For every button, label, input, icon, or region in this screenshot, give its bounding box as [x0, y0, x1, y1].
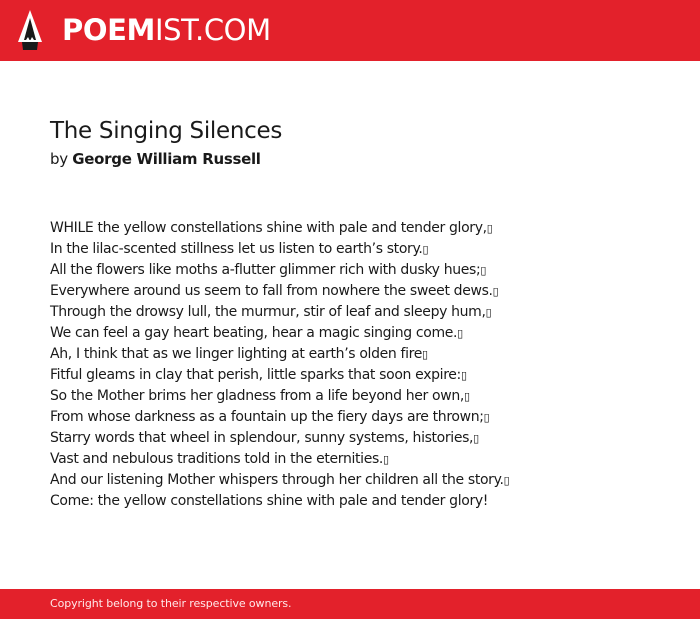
poem-line-text: All the flowers like moths a-flutter glimmer rich with dusky hues; [50, 262, 481, 278]
poem-line [50, 491, 509, 512]
poem-line-text: WHILE the yellow constellations shine with pale and tender glory, [50, 220, 487, 236]
line-break-glyph: ▯ [503, 474, 510, 487]
poem-line-text: Fitful gleams in clay that perish, little sparks that soon expire: [50, 367, 461, 383]
line-break-glyph: ▯ [463, 390, 470, 403]
site-header [0, 0, 700, 61]
line-break-glyph: ▯ [486, 222, 493, 235]
poem-line [50, 365, 509, 386]
poem-line [50, 428, 509, 449]
poem-line-text: From whose darkness as a fountain up the fiery days are thrown; [50, 409, 484, 425]
poem-line [50, 239, 509, 260]
poem-title: The Singing Silences [50, 118, 283, 144]
line-break-glyph: ▯ [422, 348, 428, 361]
line-break-glyph: ▯ [422, 243, 429, 256]
poem-line-text: So the Mother brims her gladness from a life beyond her own, [50, 388, 464, 404]
by-label: by [50, 150, 68, 168]
line-break-glyph: ▯ [485, 306, 492, 319]
poem-line [50, 323, 509, 344]
poem-line-text: Come: the yellow constellations shine with pale and tender glory! [50, 493, 489, 509]
poem-line [50, 470, 509, 491]
poem-line [50, 449, 509, 470]
pencil-tip-icon[interactable] [18, 10, 42, 52]
line-break-glyph: ▯ [483, 411, 490, 424]
line-break-glyph: ▯ [460, 369, 467, 382]
line-break-glyph: ▯ [473, 432, 479, 445]
logo-text-light: IST.COM [154, 13, 271, 47]
line-break-glyph: ▯ [492, 285, 499, 298]
poem-body [50, 218, 509, 512]
poem-line [50, 302, 509, 323]
poem-line [50, 386, 509, 407]
line-break-glyph: ▯ [457, 327, 463, 340]
line-break-glyph: ▯ [480, 264, 487, 277]
poem-author: George William Russell [72, 150, 261, 168]
site-footer [0, 589, 700, 619]
poem-line-text: We can feel a gay heart beating, hear a magic singing come. [50, 325, 458, 341]
poem-line [50, 218, 509, 239]
poem-line [50, 407, 509, 428]
poem-line-text: And our listening Mother whispers through her children all the story. [50, 472, 504, 488]
poem-line-text: Starry words that wheel in splendour, sunny systems, histories, [50, 430, 474, 446]
poem-line [50, 260, 509, 281]
poem-line-text: Ah, I think that as we linger lighting at earth’s olden fire [50, 346, 422, 362]
poem-line-text: Everywhere around us seem to fall from nowhere the sweet dews. [50, 283, 493, 299]
logo-text-bold: POEM [62, 13, 155, 47]
poem-line [50, 344, 509, 365]
poem-line-text: Vast and nebulous traditions told in the eternities. [50, 451, 384, 467]
poem-line-text: Through the drowsy lull, the murmur, stir of leaf and sleepy hum, [50, 304, 486, 320]
poem-byline [50, 148, 261, 170]
copyright-notice: Copyright belong to their respective owners. [50, 597, 292, 610]
poem-line-text: In the lilac-scented stillness let us listen to earth’s story. [50, 241, 423, 257]
line-break-glyph: ▯ [383, 453, 389, 466]
site-logo-link[interactable] [62, 12, 271, 48]
poem-line [50, 281, 509, 302]
